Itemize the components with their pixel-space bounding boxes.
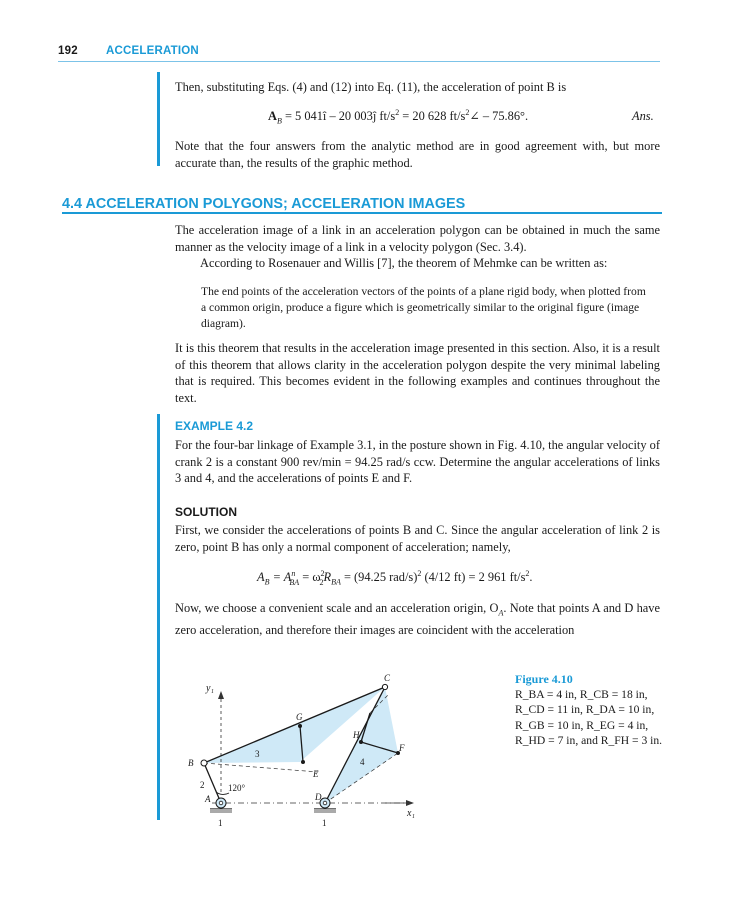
margin-bar-example — [157, 414, 160, 820]
eq1-rhs-b: = 20 628 ft/s — [399, 109, 466, 124]
solution-text: First, we consider the accelerations of points B and C. Since the angular acceleration of link 2 is zero, point B has only a normal component of acceleration; namely, — [175, 523, 660, 554]
eq2-p6-sup: 2 — [525, 569, 530, 578]
page-number: 192 — [58, 45, 78, 57]
eq1-lhs-sub: B — [276, 116, 282, 126]
eq2-p3-sup: 2 — [320, 569, 325, 578]
eq2-p2-sup: n — [291, 569, 296, 578]
linkage-figure — [170, 665, 460, 835]
header-rule — [58, 61, 660, 62]
point-E — [301, 760, 305, 764]
eq2-p1: A — [257, 570, 265, 585]
final-paragraph-sub: A — [498, 608, 504, 618]
caption-line-4: R_HD = 7 in, and R_FH = 3 in. — [515, 734, 663, 748]
label-F: F — [399, 743, 405, 753]
caption-line-3: R_GB = 10 in, R_EG = 4 in, — [515, 718, 649, 732]
pivot-A-pin — [219, 801, 223, 805]
eq2-p7: . — [529, 570, 533, 585]
point-G — [298, 724, 302, 728]
pivot-D-pin — [323, 801, 327, 805]
eq2-p2: = A — [269, 570, 292, 585]
label-A: A — [205, 794, 211, 804]
figure-title: Figure 4.10 — [515, 672, 573, 686]
intro-paragraph: Then, substituting Eqs. (4) and (12) into Eq. (11), the acceleration of point B is — [175, 80, 567, 94]
eq2-p4: R — [323, 570, 332, 585]
eq1-sup-b: 2 — [465, 108, 470, 117]
margin-bar-top — [157, 72, 160, 166]
eq2-p1-sub: B — [264, 577, 270, 587]
joint-B — [201, 760, 207, 766]
equation-ab-normal — [257, 569, 533, 587]
eq2-p2-sub: BA — [289, 577, 300, 587]
eq2-p3-sub: 2 — [319, 577, 324, 587]
figure-caption — [515, 687, 662, 749]
answer-text: Ans. — [632, 109, 654, 123]
eq1-rhs-c: ∠ – 75.86°. — [469, 109, 529, 124]
section-paragraph-1: The acceleration image of a link in an acceleration polygon can be obtained in much the same manner as the velocity image of a link in a velocity polygon (Sec. 3.4). — [175, 223, 660, 254]
example-title: EXAMPLE 4.2 — [175, 419, 254, 433]
label-E: E — [313, 769, 319, 779]
caption-line-1: R_BA = 4 in, R_CB = 18 in, — [515, 688, 648, 701]
eq2-p5: = (94.25 rad/s) — [340, 570, 418, 585]
section-title: 4.4 ACCELERATION POLYGONS; ACCELERATION IMAGES — [62, 196, 466, 212]
answer-label — [632, 109, 654, 124]
label-B: B — [188, 758, 194, 768]
equation-ab — [268, 108, 528, 126]
label-G: G — [296, 712, 303, 722]
label-ground-1b: 1 — [322, 818, 327, 828]
eq1-sup-a: 2 — [395, 108, 400, 117]
section-rule — [62, 212, 662, 214]
final-paragraph-a: Now, we choose a convenient scale and an acceleration origin, O — [175, 601, 499, 615]
joint-C — [382, 684, 387, 689]
x1-arrow — [406, 800, 414, 806]
eq1-rhs-a: = 5 041î – 20 003ĵ ft/s — [281, 109, 396, 124]
solution-title: SOLUTION — [175, 505, 237, 519]
label-link2: 2 — [200, 780, 205, 790]
y1-arrow — [218, 691, 224, 699]
example-text: For the four-bar linkage of Example 3.1, in the posture shown in Fig. 4.10, the angular velocity of crank 2 is a constant 900 rev/min = 94.25 rad/s ccw. Determine the angular accelerations of links 3 and 4, and the accelerations of points E and F. — [175, 438, 660, 486]
ground-D-hatch — [314, 809, 336, 813]
eq1-lhs: A — [268, 109, 277, 124]
label-y1: y₁ — [206, 683, 214, 694]
note-paragraph: Note that the four answers from the analytic method are in good agreement with, but more accurate than, the results of the graphic method. — [175, 139, 660, 170]
caption-line-2: R_CD = 11 in, R_DA = 10 in, — [515, 703, 655, 717]
label-ground-1a: 1 — [218, 818, 223, 828]
point-H — [359, 740, 363, 744]
label-x1: x₁ — [407, 808, 415, 819]
eq2-p3: = ω — [299, 570, 321, 585]
label-link3: 3 — [255, 749, 260, 759]
final-paragraph — [175, 600, 660, 639]
running-head: ACCELERATION — [106, 45, 199, 57]
label-angle: 120° — [228, 783, 246, 793]
eq2-p6: (4/12 ft) = 2 961 ft/s — [421, 570, 526, 585]
section-paragraph-2: According to Rosenauer and Willis [7], the theorem of Mehmke can be written as: — [200, 256, 608, 270]
label-link4: 4 — [360, 757, 365, 767]
final-paragraph-b: . Note that points A and D have zero acceleration, and therefore their images are coincident with the acceleration — [175, 601, 660, 638]
section-paragraph-3: It is this theorem that results in the acceleration image presented in this section. Also, it is a result of this theorem that allows clarity in the acceleration polygon despite the very minimal labeling that is required. This becomes evident in the following examples and continues throughout the text. — [175, 341, 660, 405]
label-H: H — [353, 730, 360, 740]
eq2-p4-sub: BA — [331, 577, 341, 587]
ground-A-hatch — [210, 809, 232, 813]
label-C: C — [384, 673, 391, 683]
eq2-p5-sup: 2 — [417, 569, 422, 578]
label-D: D — [315, 792, 322, 802]
mehmke-theorem-quote: The end points of the acceleration vectors of the points of a plane rigid body, when plotted from a common origin, produce a figure which is geometrically similar to the original figure (image diagram). — [201, 285, 646, 330]
